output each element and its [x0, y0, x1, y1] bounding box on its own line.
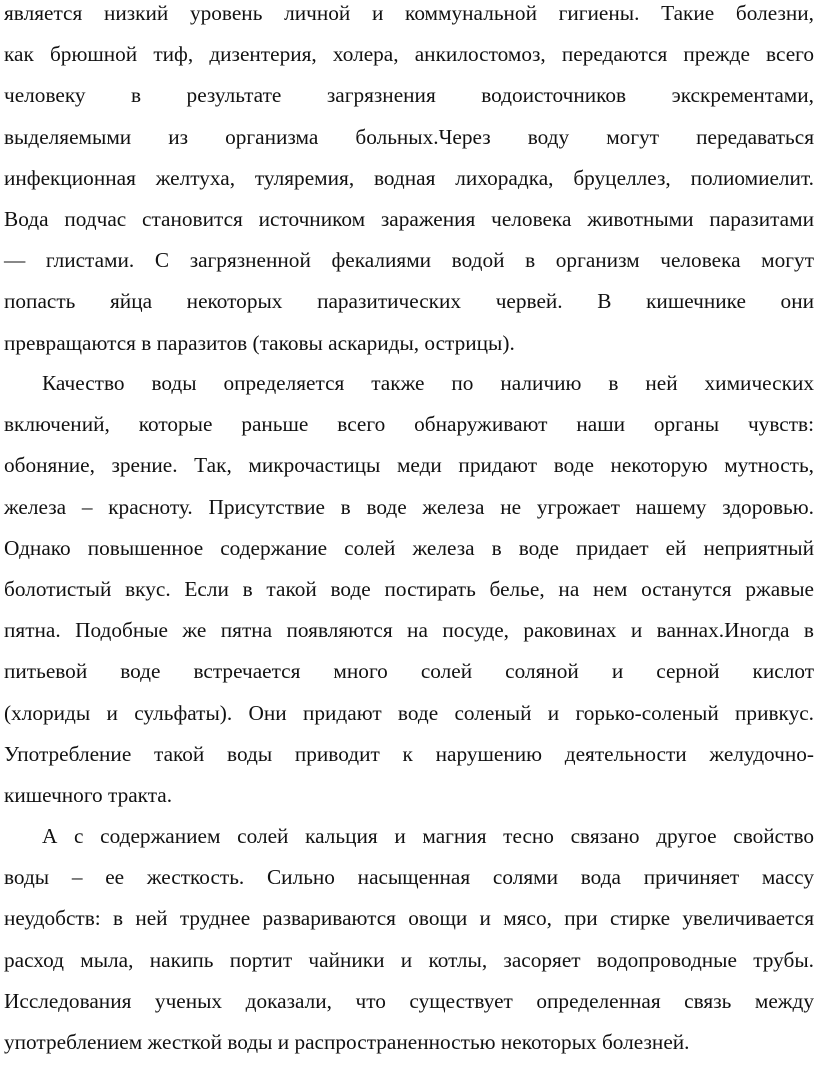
text-line: как брюшной тиф, дизентерия, холера, анкилостомоз, передаются прежде всего — [4, 42, 814, 67]
text-line: Употребление такой воды приводит к нарушению деятельности желудочно- — [4, 741, 814, 766]
text-line: попасть яйца некоторых паразитических червей. В кишечнике они — [4, 289, 814, 314]
text-line: воды – ее жесткость. Сильно насыщенная солями вода причиняет массу — [4, 865, 814, 890]
text-line: инфекционная желтуха, туляремия, водная лихорадка, бруцеллез, полиомиелит. — [4, 165, 814, 190]
paragraph-water-quality — [4, 363, 814, 816]
text-line: является низкий уровень личной и коммунальной гигиены. Такие болезни, — [4, 1, 814, 25]
text-line: кишечного тракта. — [4, 782, 173, 807]
text-line: А с содержанием солей кальция и магния тесно связано другое свойство — [42, 824, 814, 848]
text-line: Вода подчас становится источником заражения человека животными паразитами — [4, 206, 814, 231]
paragraph-hygiene-diseases — [4, 0, 814, 364]
text-line: обоняние, зрение. Так, микрочастицы меди придают воде некоторую мутность, — [4, 453, 814, 478]
text-line: (хлориды и сульфаты). Они придают воде соленый и горько-соленый привкус. — [4, 700, 814, 725]
text-line: расход мыла, накипь портит чайники и котлы, засоряет водопроводные трубы. — [4, 947, 814, 972]
text-line: железа – красноту. Присутствие в воде железа не угрожает нашему здоровью. — [4, 494, 814, 519]
text-line: питьевой воде встречается много солей соляной и серной кислот — [4, 659, 814, 684]
text-line: человеку в результате загрязнения водоисточников экскрементами, — [4, 83, 814, 108]
text-line: неудобств: в ней труднее развариваются овощи и мясо, при стирке увеличивается — [4, 906, 814, 931]
text-line: Исследования ученых доказали, что существует определенная связь между — [4, 988, 814, 1013]
text-line: — глистами. С загрязненной фекалиями водой в организм человека могут — [4, 248, 814, 273]
text-line: употреблением жесткой воды и распространенностью некоторых болезней. — [4, 1029, 690, 1054]
text-line: Качество воды определяется также по наличию в ней химических — [42, 371, 814, 395]
text-line: болотистый вкус. Если в такой воде постирать белье, на нем останутся ржавые — [4, 576, 814, 601]
paragraph-water-hardness — [4, 816, 814, 1063]
text-line: выделяемыми из организма больных.Через воду могут передаваться — [4, 124, 814, 149]
text-line: превращаются в паразитов (таковы аскариды, острицы). — [4, 330, 515, 355]
text-line: включений, которые раньше всего обнаруживают наши органы чувств: — [4, 412, 814, 437]
text-line: пятна. Подобные же пятна появляются на посуде, раковинах и ваннах.Иногда в — [4, 618, 814, 643]
text-line: Однако повышенное содержание солей железа в воде придает ей неприятный — [4, 535, 814, 560]
